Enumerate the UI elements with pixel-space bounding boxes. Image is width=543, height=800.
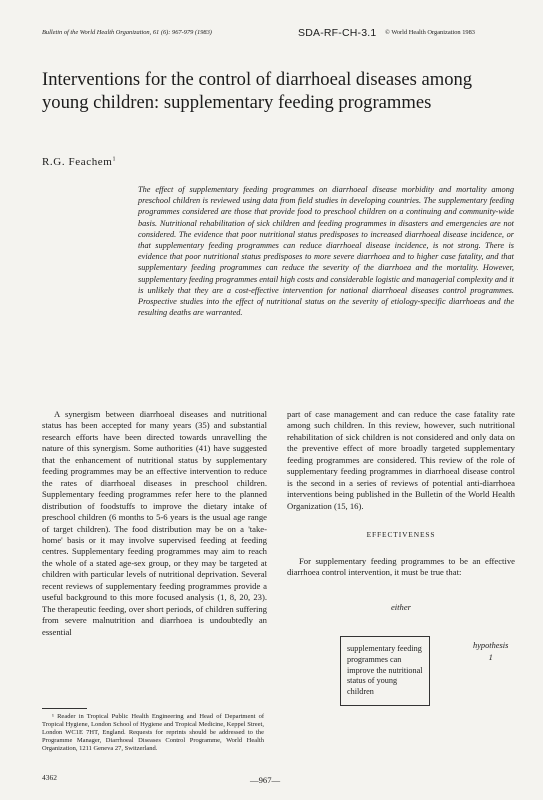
author-footnote-marker: 1 — [112, 156, 117, 163]
body-column-right — [287, 409, 515, 512]
hypothesis-label — [473, 640, 508, 664]
footer-code: 4362 — [42, 773, 57, 782]
author-name: R.G. Feachem — [42, 156, 113, 168]
either-label: either — [390, 602, 412, 612]
author-line — [42, 156, 116, 168]
document-code: SDA-RF-CH-3.1 — [298, 27, 377, 39]
footnote: ¹ Reader in Tropical Public Health Engineering and Head of Department of Tropical Hygiene, London School of Hygiene and Tropical Medicine, Keppel Street, London WC1E 7HT, England. Requests for reprints should be addressed to the Programme Manager, Diarrhoeal Diseases Control Programme, World Health Organization, 1211 Geneva 27, Switzerland. — [42, 713, 264, 752]
body-paragraph: For supplementary feeding programmes to be an effective diarrhoea control intervention, it must be true that: — [287, 556, 515, 578]
hypothesis-number: 1 — [488, 653, 493, 662]
copyright-notice: © World Health Organization 1983 — [385, 29, 476, 36]
body-paragraph: A synergism between diarrhoeal diseases and nutritional status has been accepted for many years (35) and substantial research efforts have been directed towards unravelling the nature of this synergism. Some authorities (41) have suggested that the enhancement of nutritional status by supplementary feeding programmes may be an effective intervention to reduce the rates of diarrhoeal diseases in preschool children. Supplementary feeding programmes refer here to the planned distribution of foodstuffs to improve the dietary intake of preschool children (6 months to 5-6 years is the usual age range of target children). The food distribution may be on a 'take-home' basis or it may involve supervised feeding at feeding centres. Supplementary feeding programmes may aim to reach the whole of a stated age-sex group, or they may be targeted at children with particular levels of nutritional deprivation. Several recent reviews of supplementary feeding programmes provide a useful background to this more focused analysis (1, 8, 20, 23). The therapeutic feeding, over short periods, of children suffering from severe malnutrition and diarrhoea is undoubtedly an essential — [42, 409, 267, 637]
abstract: The effect of supplementary feeding programmes on diarrhoeal disease morbidity and mortality among preschool children is reviewed using data from field studies in developing countries. The supplementary feeding programmes considered are those that provide food to preschool children on a continuing and community-wide basis. Nutritional rehabilitation of sick children and feeding programmes in disasters and emergencies are not considered. The evidence that poor nutritional status predisposes to increased diarrhoeal disease incidence, or that supplementary feeding programmes can reduce diarrhoeal disease incidence, is not strong. There is evidence that poor nutritional status predisposes to more severe diarrhoea and to higher case fatality, and that supplementary feeding programmes can reduce the severity of the diarrhoea and the mortality. However, supplementary feeding programmes entail high costs and considerable logistic and managerial complexity and it is unlikely that they are a cost-effective intervention for national diarrhoeal diseases control programmes. Prospective studies into the effect of nutritional status on the severity of etiology-specific diarrhoeas and the resulting deaths are warranted. — [138, 185, 514, 318]
body-column-right-continued — [287, 556, 515, 579]
footnote-divider — [42, 708, 87, 709]
body-column-left — [42, 409, 267, 638]
body-paragraph: part of case management and can reduce the case fatality rate among such children. In this review, however, such nutritional rehabilitation of sick children is not considered and only data on the preventive effect of more broadly targeted supplementary feeding programmes are considered. This review of the role of supplementary feeding programmes in diarrhoeal disease control is the second in a series of reviews of potential anti-diarrhoea interventions being published in the Bulletin of the World Health Organization (15, 16). — [287, 409, 515, 511]
section-heading: EFFECTIVENESS — [366, 530, 436, 539]
article-title: Interventions for the control of diarrhoeal diseases among young children: supplementary feeding programmes — [42, 69, 473, 113]
page-number: —967— — [250, 775, 281, 785]
hypothesis-box: supplementary feeding programmes can improve the nutritional status of young children — [340, 636, 430, 706]
journal-citation: Bulletin of the World Health Organization, 61 (6): 967-979 (1983) — [42, 29, 212, 36]
hypothesis-word: hypothesis — [473, 641, 509, 650]
